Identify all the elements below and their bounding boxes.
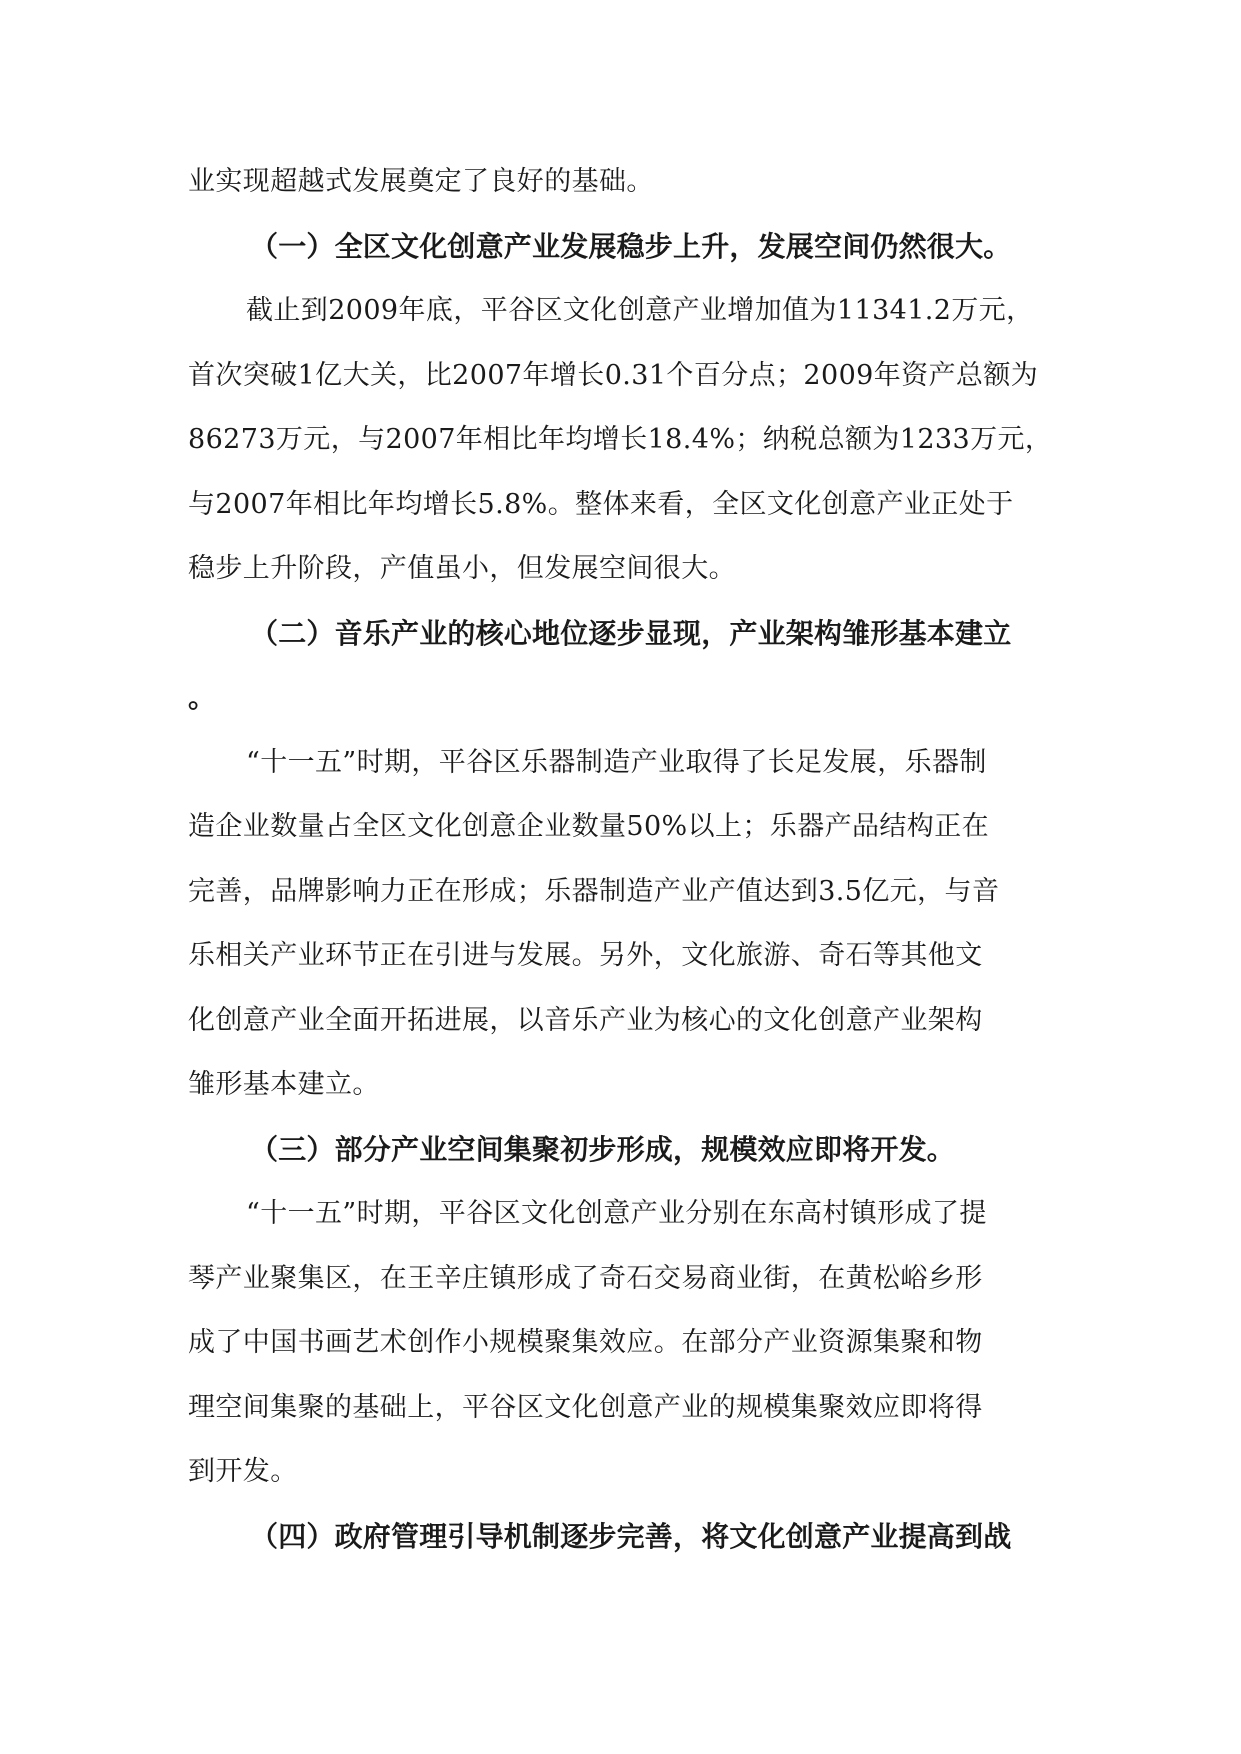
document-page [188,150,1056,1569]
paragraph-line: 业实现超越式发展奠定了良好的基础。 [188,166,654,197]
paragraph-line: 造企业数量占全区文化创意企业数量50%以上；乐器产品结构正在 [188,811,990,842]
paragraph-line: “十一五”时期，平谷区文化创意产业分别在东高村镇形成了提 [246,1198,987,1229]
section-heading-3: （三）部分产业空间集聚初步形成，规模效应即将开发。 [250,1132,956,1166]
section-heading-4: （四）政府管理引导机制逐步完善，将文化创意产业提高到战 [250,1519,1012,1553]
paragraph-line: 首次突破1亿大关，比2007年增长0.31个百分点；2009年资产总额为 [188,359,1039,391]
paragraph-line: 雏形基本建立。 [188,1069,380,1100]
paragraph-line: 到开发。 [188,1456,298,1487]
section-heading-2: （二）音乐产业的核心地位逐步显现，产业架构雏形基本建立 [250,616,1012,650]
section-heading-1: （一）全区文化创意产业发展稳步上升，发展空间仍然很大。 [250,229,1012,263]
paragraph-line: “十一五”时期，平谷区乐器制造产业取得了长足发展，乐器制 [246,746,987,778]
paragraph-line: 理空间集聚的基础上，平谷区文化创意产业的规模集聚效应即将得 [188,1391,983,1423]
section-heading-2-continuation: 。 [188,681,217,714]
paragraph-line: 乐相关产业环节正在引进与发展。另外，文化旅游、奇石等其他文 [188,940,983,971]
paragraph-line: 截止到2009年底，平谷区文化创意产业增加值为11341.2万元， [246,295,1034,326]
paragraph-line: 完善，品牌影响力正在形成；乐器制造产业产值达到3.5亿元，与音 [188,875,1000,907]
paragraph-line: 稳步上升阶段，产值虽小，但发展空间很大。 [188,553,736,584]
paragraph-line: 琴产业聚集区，在王辛庄镇形成了奇石交易商业街，在黄松峪乡形 [188,1262,983,1294]
paragraph-line: 86273万元，与2007年相比年均增长18.4%；纳税总额为1233万元， [188,424,1053,455]
paragraph-line: 与2007年相比年均增长5.8%。整体来看，全区文化创意产业正处于 [188,488,1014,520]
paragraph-line: 成了中国书画艺术创作小规模聚集效应。在部分产业资源集聚和物 [188,1327,983,1358]
paragraph-line: 化创意产业全面开拓进展，以音乐产业为核心的文化创意产业架构 [188,1004,983,1036]
